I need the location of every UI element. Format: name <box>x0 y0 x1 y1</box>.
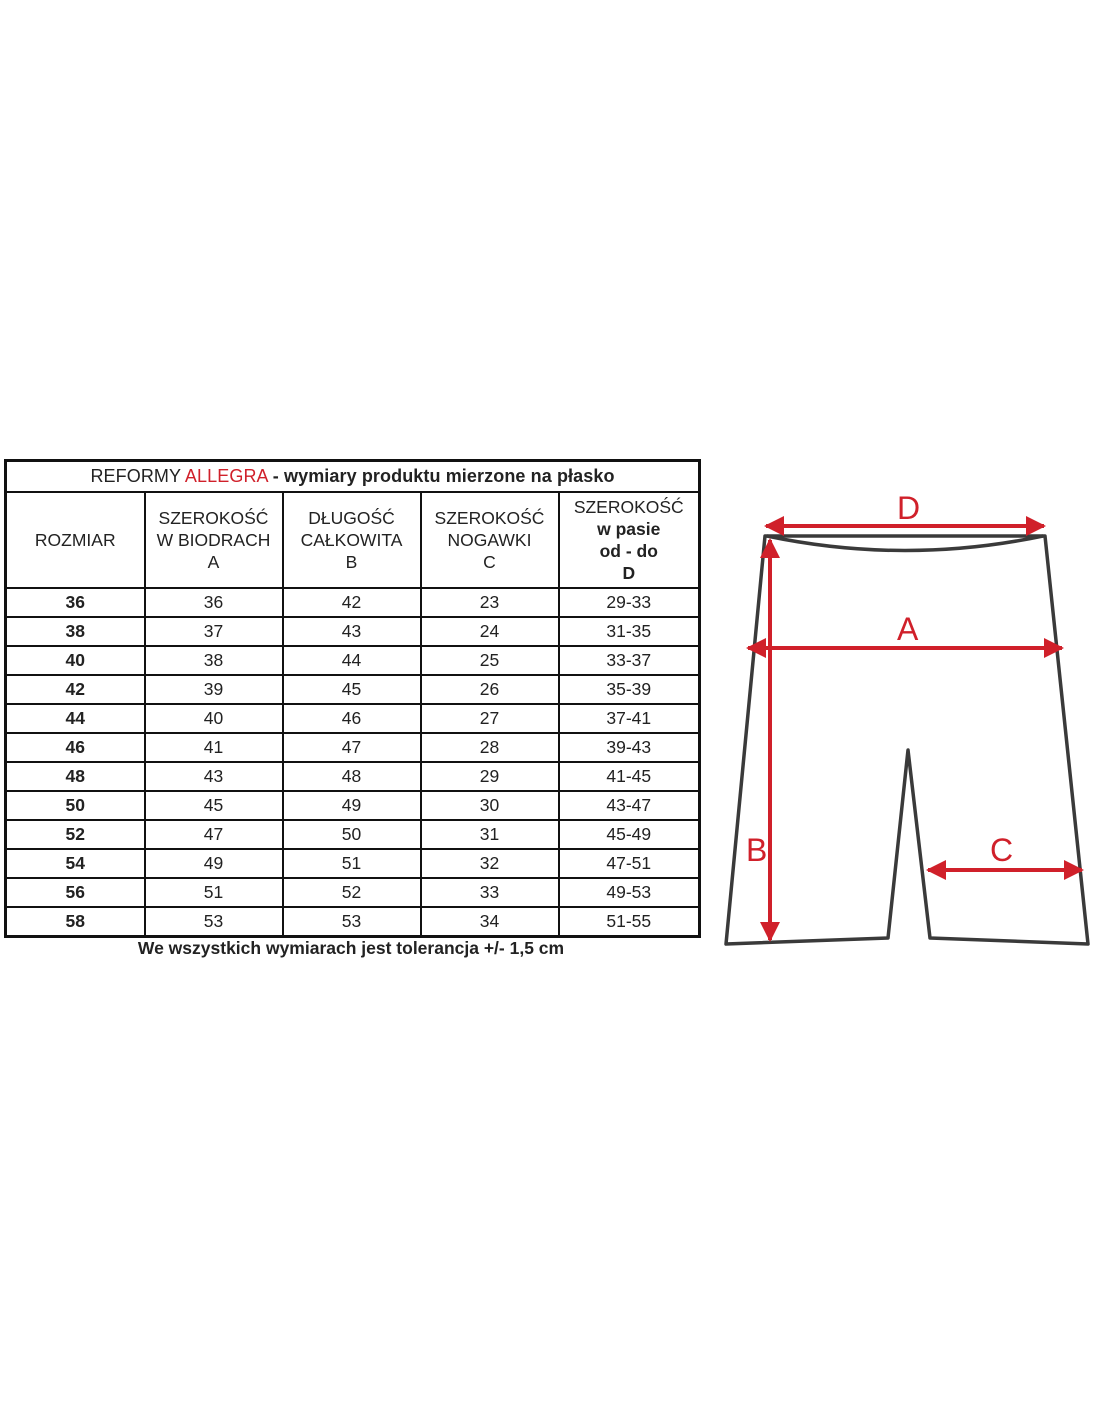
table-row <box>6 878 700 907</box>
size-cell: 56 <box>6 878 145 907</box>
measurement-cell: 33-37 <box>559 646 700 675</box>
measurement-cell: 37-41 <box>559 704 700 733</box>
table-row <box>6 704 700 733</box>
measurement-cell: 29 <box>421 762 559 791</box>
header-row <box>6 492 700 588</box>
measurement-cell: 28 <box>421 733 559 762</box>
table-row <box>6 849 700 878</box>
measurement-cell: 49 <box>283 791 421 820</box>
title-rest: - wymiary produktu mierzone na płasko <box>272 466 615 486</box>
label-d: D <box>897 490 921 526</box>
measurement-cell: 38 <box>145 646 283 675</box>
header-line: CAŁKOWITA <box>300 530 403 550</box>
measurement-cell: 51-55 <box>559 907 700 937</box>
measurement-cell: 37 <box>145 617 283 646</box>
header-line: SZEROKOŚĆ <box>434 508 545 528</box>
size-cell: 50 <box>6 791 145 820</box>
measurement-cell: 53 <box>283 907 421 937</box>
table-body <box>6 588 700 937</box>
label-b: B <box>746 832 768 868</box>
header-line: NOGAWKI <box>447 530 532 550</box>
header-line: B <box>345 552 358 572</box>
measurement-cell: 33 <box>421 878 559 907</box>
measurement-cell: 30 <box>421 791 559 820</box>
table-row <box>6 617 700 646</box>
header-line: A <box>207 552 220 572</box>
column-header <box>145 492 283 588</box>
measurement-cell: 35-39 <box>559 675 700 704</box>
table-title <box>6 461 700 493</box>
measurement-cell: 49 <box>145 849 283 878</box>
header-line: D <box>622 563 636 583</box>
measurement-cell: 45 <box>145 791 283 820</box>
measurement-cell: 39-43 <box>559 733 700 762</box>
title-prefix: REFORMY <box>90 466 181 486</box>
measurement-cell: 45 <box>283 675 421 704</box>
measurement-cell: 39 <box>145 675 283 704</box>
size-cell: 38 <box>6 617 145 646</box>
measurement-cell: 47-51 <box>559 849 700 878</box>
label-c: C <box>990 832 1014 868</box>
size-cell: 36 <box>6 588 145 617</box>
label-a: A <box>897 611 919 647</box>
header-line: DŁUGOŚĆ <box>308 508 395 528</box>
measurement-cell: 23 <box>421 588 559 617</box>
measurement-cell: 43 <box>283 617 421 646</box>
measurement-cell: 48 <box>283 762 421 791</box>
header-line: C <box>483 552 496 572</box>
measurement-cell: 31 <box>421 820 559 849</box>
measurement-cell: 41 <box>145 733 283 762</box>
measurement-cell: 26 <box>421 675 559 704</box>
size-cell: 52 <box>6 820 145 849</box>
measurement-cell: 42 <box>283 588 421 617</box>
title-brand: ALLEGRA <box>184 466 268 486</box>
size-cell: 46 <box>6 733 145 762</box>
table-row <box>6 907 700 937</box>
measurement-cell: 47 <box>145 820 283 849</box>
measurement-cell: 41-45 <box>559 762 700 791</box>
measurement-cell: 36 <box>145 588 283 617</box>
shorts-outline <box>726 536 1088 944</box>
measurement-cell: 34 <box>421 907 559 937</box>
header-line: SZEROKOŚĆ <box>158 508 269 528</box>
measurement-cell: 51 <box>283 849 421 878</box>
measurement-cell: 27 <box>421 704 559 733</box>
measurement-cell: 43 <box>145 762 283 791</box>
column-header <box>283 492 421 588</box>
measurement-cell: 24 <box>421 617 559 646</box>
tolerance-note: We wszystkich wymiarach jest tolerancja +/- 1,5 cm <box>137 938 565 958</box>
header-line: SZEROKOŚĆ <box>573 497 684 517</box>
header-line: w pasie <box>597 519 661 539</box>
column-header <box>421 492 559 588</box>
size-cell: 42 <box>6 675 145 704</box>
table-row <box>6 646 700 675</box>
measurement-cell: 32 <box>421 849 559 878</box>
measurement-cell: 40 <box>145 704 283 733</box>
table-row <box>6 588 700 617</box>
table-row <box>6 762 700 791</box>
measurement-cell: 49-53 <box>559 878 700 907</box>
size-chart <box>4 459 698 938</box>
table-row <box>6 820 700 849</box>
measurement-cell: 50 <box>283 820 421 849</box>
measurement-cell: 29-33 <box>559 588 700 617</box>
column-header <box>6 492 145 588</box>
measurement-cell: 31-35 <box>559 617 700 646</box>
size-cell: 40 <box>6 646 145 675</box>
column-header <box>559 492 700 588</box>
table-row <box>6 675 700 704</box>
measurement-cell: 44 <box>283 646 421 675</box>
header-line: W BIODRACH <box>156 530 271 550</box>
measurement-cell: 25 <box>421 646 559 675</box>
measurement-cell: 43-47 <box>559 791 700 820</box>
size-cell: 58 <box>6 907 145 937</box>
header-line: ROZMIAR <box>34 530 116 550</box>
measurement-cell: 46 <box>283 704 421 733</box>
table-row <box>6 791 700 820</box>
size-cell: 48 <box>6 762 145 791</box>
size-table <box>4 459 701 938</box>
table-row <box>6 733 700 762</box>
measurement-cell: 52 <box>283 878 421 907</box>
measurement-cell: 51 <box>145 878 283 907</box>
waistband-curve <box>767 536 1043 551</box>
size-cell: 54 <box>6 849 145 878</box>
measurement-cell: 45-49 <box>559 820 700 849</box>
header-line: od - do <box>599 541 658 561</box>
shorts-measurement-diagram <box>700 470 1100 960</box>
size-cell: 44 <box>6 704 145 733</box>
measurement-cell: 47 <box>283 733 421 762</box>
measurement-cell: 53 <box>145 907 283 937</box>
